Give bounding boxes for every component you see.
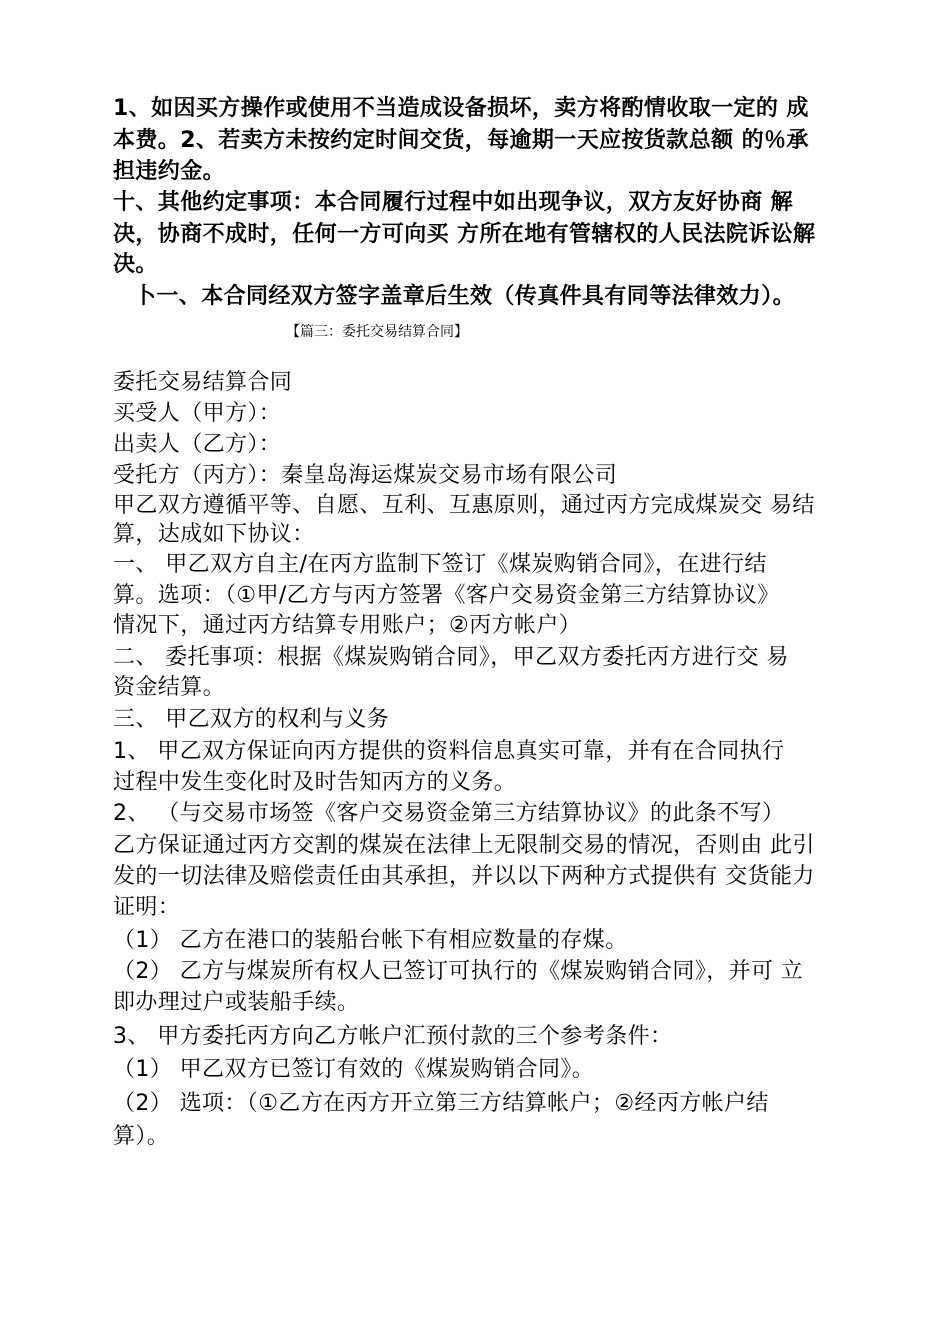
text-line: 三、 甲乙双方的权利与义务	[113, 707, 390, 732]
text-line: 即办理过户或装船手续。	[113, 990, 360, 1015]
text-line: 算）。	[113, 1124, 170, 1149]
text-line: 1、如因买方操作或使用不当造成设备损坏，卖方将酌情收取一定的 成	[113, 96, 809, 121]
text-line: 资金结算。	[113, 675, 226, 700]
text-line: 甲乙双方遵循平等、自愿、互利、互惠原则，通过丙方完成煤炭交 易结	[113, 493, 815, 518]
text-line: 一、 甲乙双方自主/在丙方监制下签订《煤炭购销合同》，在进行结	[113, 552, 767, 577]
text-line: 1、 甲乙双方保证向丙方提供的资料信息真实可靠，并有在合同执行	[113, 739, 785, 764]
text-line: （2） 乙方与煤炭所有权人已签订可执行的《煤炭购销合同》，并可 立	[113, 959, 804, 984]
text-line: 决。	[113, 252, 158, 277]
document-title: 委托交易结算合同	[113, 370, 293, 395]
text-line: 2、 （与交易市场签《客户交易资金第三方结算协议》的此条不写）	[113, 801, 785, 826]
text-line: （1） 乙方在港口的装船台帐下有相应数量的存煤。	[113, 928, 628, 953]
text-line: 3、 甲方委托丙方向乙方帐户汇预付款的三个参考条件：	[113, 1024, 673, 1049]
text-line: 买受人（甲方）：	[113, 401, 282, 426]
text-line: 情况下，通过丙方结算专用账户；②丙方帐户）	[113, 613, 582, 638]
text-line: 担违约金。	[113, 159, 226, 184]
text-line: 本费。2、若卖方未按约定时间交货，每逾期一天应按货款总额 的％承	[113, 128, 809, 153]
text-line: 过程中发生变化时及时告知丙方的义务。	[113, 770, 517, 795]
text-line: （2） 选项：（①乙方在丙方开立第三方结算帐户；②经丙方帐户结	[113, 1091, 769, 1116]
text-line: 决，协商不成时，任何一方可向买 方所在地有管辖权的人民法院诉讼解	[113, 222, 816, 247]
text-line: 算，达成如下协议：	[113, 522, 315, 547]
text-line: 算。选项：（①甲/乙方与丙方签署《客户交易资金第三方结算协议》	[113, 583, 780, 608]
text-line: 出卖人（乙方）：	[113, 432, 282, 457]
text-line: （1） 甲乙双方已签订有效的《煤炭购销合同》。	[113, 1057, 595, 1082]
text-line: 乙方保证通过丙方交割的煤炭在法律上无限制交易的情况，否则由 此引	[113, 833, 815, 858]
text-line: 十、其他约定事项：本合同履行过程中如出现争议，双方友好协商 解	[113, 190, 794, 215]
text-line: 二、 委托事项：根据《煤炭购销合同》，甲乙双方委托丙方进行交 易	[113, 645, 789, 670]
text-line: 受托方（丙方）：秦皇岛海运煤炭交易市场有限公司	[113, 463, 618, 488]
section-heading: 【篇三：委托交易结算合同】	[286, 324, 468, 340]
text-line: 发的一切法律及赔偿责任由其承担，并以以下两种方式提供有 交货能力	[113, 864, 815, 889]
text-line: 证明：	[113, 895, 181, 920]
text-line: 卜一、本合同经双方签字盖章后生效（传真件具有同等法律效力）。	[134, 284, 796, 309]
